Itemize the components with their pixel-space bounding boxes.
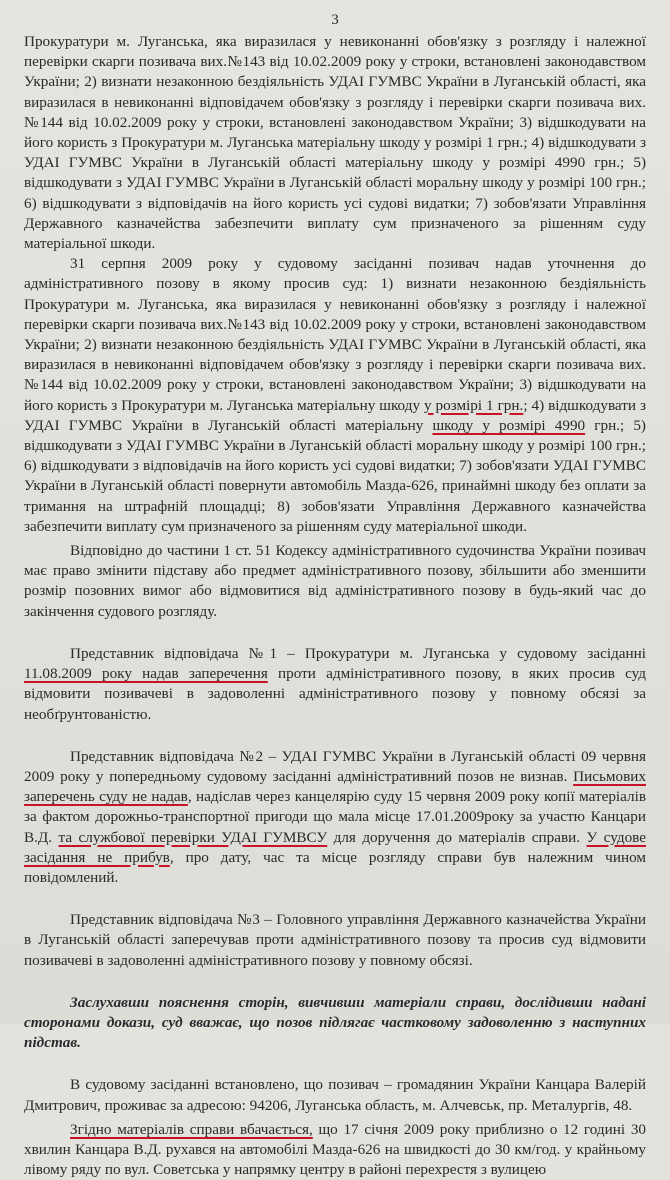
paragraph-court-conclusion: Заслухавши пояснення сторін, вивчивши матеріали справи, дослідивши надані сторонами докази, суд вважає, що позов підлягає частковому задоволенню з наступних підстав.: [24, 993, 646, 1052]
underlined-text: шкоду у розмірі 4990: [432, 416, 586, 434]
paragraph-code-article: Відповідно до частини 1 ст. 51 Кодексу адміністративного судочинства України позивач має право змінити підставу або предмет адміністративного позову, збільшити або зменшити розмір позовних вимог або відмовитися від адміністративного позову в будь-який час до закінчення судового розгляду.: [24, 542, 646, 620]
underlined-text: у розмірі 1 грн.: [423, 396, 524, 414]
underlined-text: Письмових заперечень суду не надав: [24, 767, 646, 806]
underlined-text: 11.08.2009 року надав заперечення: [24, 665, 268, 683]
paragraph-plaintiff-info: В судовому засіданні встановлено, що позивач – громадянин України Канцара Валерій Дмитрович, проживає за адресою: 94206, Луганська область, м. Алчевськ, пр. Металургів, 48.: [24, 1076, 646, 1114]
paragraph-claims-clarified: 31 серпня 2009 року у судовому засіданні позивач надав уточнення до адміністративного позову в якому просив суд: 1) визнати незаконною бездіяльність Прокуратури м. Луганська, яка виразилася у невиконанні обов'язку з розгляду і належної перевірки скарги позивача вих.№143 від 10.02.2009 року у строки, встановлені законодавством України; 2) визнати незаконною бездіяльність УДАІ ГУМВС України в Луганській області, яка виразилася в невиконанні відповідачем обов'язку з розгляду і перевірки скарги позивача вих.№144 від 10.02.2009 року у строки, встановлені законодавством України; 3) відшкодувати на його користь з Прокуратури м. Луганська матеріальну шкоду у розмірі 1 грн.; 4) відшкодувати з УДАІ ГУМВС України в Луганській області матеріальну шкоду у розмірі 4990 грн.; 5) відшкодувати з УДАІ ГУМВС України в Луганській області моральну шкоду у розмірі 100 грн.; 6) відшкодувати з відповідачів на його користь усі судові видатки; 7) зобов'язати УДАІ ГУМВС України в Луганській області повернути автомобіль Мазда-626, принаймні шкоду без оплати за тримання на штрафній площадці; 8) зобов'язати Управління Державного казначейства забезпечити виплату сум призначеного за рішенням суду матеріальної шкоди.: [24, 255, 646, 535]
underlined-text: Згідно матеріалів справи вбачається,: [70, 1120, 313, 1138]
underlined-text: У судове засідання не прибув: [24, 828, 647, 866]
page-number: 3: [331, 12, 339, 28]
paragraph-defendant-3: Представник відповідача №3 – Головного управління Державного казначейства України в Луганській області заперечував проти адміністративного позову та просив суд відмовити позивачеві в задоволенні адміністративного позову у повному обсязі.: [24, 911, 646, 969]
paragraph-case-facts: Згідно матеріалів справи вбачається, що 17 січня 2009 року приблизно о 12 годині 30 хвилин Канцара В.Д. рухався на автомобілі Мазда-626 на швидкості до 30 км/год. у крайньому лівому ряду по вул. Советська у напрямку центру в районі перехрестя з вулицею: [24, 1120, 647, 1179]
paragraph-claims-original: Прокуратури м. Луганська, яка виразилася у невиконанні обов'язку з розгляду і належної перевірки скарги позивача вих.№143 від 10.02.2009 року у строки, встановлені законодавством України; 2) визнати незаконною бездіяльність УДАІ ГУМВС України в Луганській області, яка виразилася в невиконанні відповідачем обов'язку з розгляду і перевірки скарги позивача вих.№144 від 10.02.2009 року у строки, встановлені законодавством України; 3) відшкодувати на його користь з Прокуратури м. Луганська матеріальну шкоду у розмірі 1 грн.; 4) відшкодувати з УДАІ ГУМВС України в Луганській області матеріальну шкоду у розмірі 4990 грн.; 5) відшкодувати з УДАІ ГУМВС України в Луганській області моральну шкоду у розмірі 100 грн.; 6) відшкодувати з відповідачів на його користь усі судові видатки; 7) зобов'язати Управління Державного казначейства забезпечити виплату сум призначеного за рішенням суду матеріальної шкоди.: [24, 33, 646, 253]
paragraph-defendant-2: Представник відповідача №2 – УДАІ ГУМВС України в Луганській області 09 червня 2009 року у попередньому судовому засіданні адміністративний позов не визнав. Письмових заперечень суду не надав, надіслав через канцелярію суду 15 червня 2009 року копії матеріалів за фактом дорожньо-транспортної пригоди що мала місце 17.01.2009року за участю Канцари В.Д. та службової перевірки УДАІ ГУМВСУ для доручення до матеріалів справи. У судове засідання не прибув, про дату, час та місце розгляду справи був належним чином повідомлений.: [24, 747, 647, 886]
paragraph-defendant-1: Представник відповідача №1 – Прокуратури м. Луганська у судовому засіданні 11.08.2009 року надав заперечення проти адміністративного позову, в яких просив суд відмовити позивачеві в задоволенні адміністративного позову у повному обсязі за необґрунтованістю.: [24, 644, 647, 723]
underlined-text: та службової перевірки УДАІ ГУМВСУ: [58, 828, 328, 846]
